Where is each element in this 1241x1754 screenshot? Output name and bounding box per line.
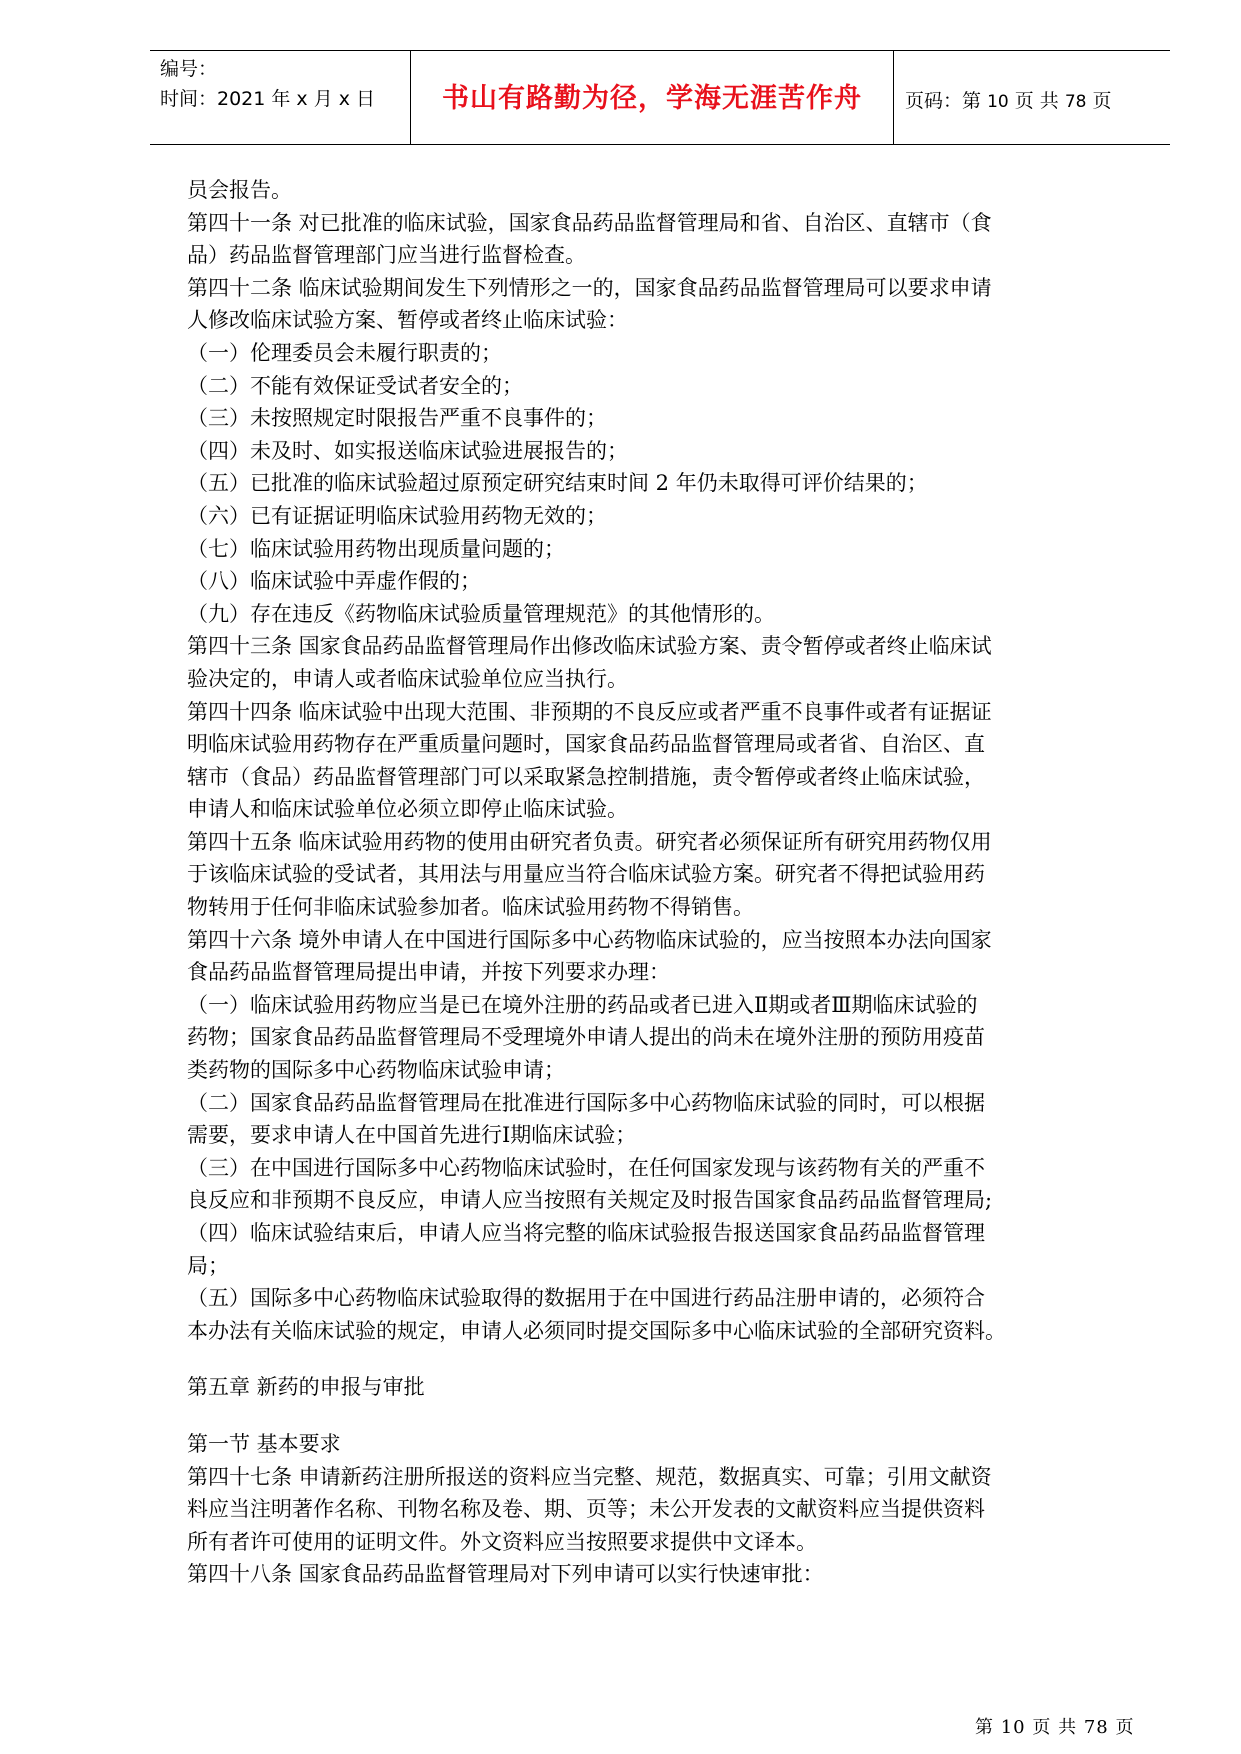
text-line: 第四十一条 对已批准的临床试验，国家食品药品监督管理局和省、自治区、直辖市（食 [187,210,992,235]
text-line: 明临床试验用药物存在严重质量问题时，国家食品药品监督管理局或者省、自治区、直 [187,732,985,757]
header-page-prefix: 页码：第 [905,90,982,112]
text-line: 第四十二条 临床试验期间发生下列情形之一的，国家食品药品监督管理局可以要求申请 [187,275,992,300]
footer-suffix: 页 [1115,1717,1135,1738]
text-line: 良反应和非预期不良反应，申请人应当按照有关规定及时报告国家食品药品监督管理局; [187,1188,993,1213]
text-line: 第四十五条 临床试验用药物的使用由研究者负责。研究者必须保证所有研究用药物仅用 [187,829,992,854]
body-text-block [187,174,1137,1347]
header-divider-right [893,50,894,144]
text-line: （九）存在违反《药物临床试验质量管理规范》的其他情形的。 [187,601,775,626]
text-line: 第四十七条 申请新药注册所报送的资料应当完整、规范，数据真实、可靠；引用文献资 [187,1464,992,1489]
text-line: （四）临床试验结束后，申请人应当将完整的临床试验报告报送国家食品药品监督管理 [187,1221,985,1245]
text-line: 第四十六条 境外申请人在中国进行国际多中心药物临床试验的，应当按照本办法向国家 [187,927,992,952]
text-line: 类药物的国际多中心药物临床试验申请； [187,1058,565,1083]
footer-mid: 页 共 [1032,1717,1078,1738]
body-text-block-2 [187,1461,1137,1591]
section-heading: 第一节 基本要求 [187,1431,341,1456]
footer-page-total: 78 [1083,1717,1109,1738]
text-line: 第四十八条 国家食品药品监督管理局对下列申请可以实行快速审批： [187,1562,824,1587]
text-line: 所有者许可使用的证明文件。外文资料应当按照要求提供中文译本。 [187,1529,817,1554]
text-line: （一）临床试验用药物应当是已在境外注册的药品或者已进入Ⅱ期或者Ⅲ期临床试验的 [187,992,978,1017]
header-bottom-rule [150,144,1170,145]
text-line: 第四十三条 国家食品药品监督管理局作出修改临床试验方案、责令暂停或者终止临床试 [187,634,992,659]
footer-prefix: 第 [975,1717,994,1738]
text-line: （三）在中国进行国际多中心药物临床试验时，在任何国家发现与该药物有关的严重不 [187,1155,985,1180]
header-divider-left [410,50,411,144]
text-line: 于该临床试验的受试者，其用法与用量应当符合临床试验方案。研究者不得把试验用药 [187,862,985,887]
header-page-suffix: 页 [1092,90,1112,112]
text-line: 物转用于任何非临床试验参加者。临床试验用药物不得销售。 [187,895,754,920]
text-line: 验决定的，申请人或者临床试验单位应当执行。 [187,666,628,691]
text-line: 需要，要求申请人在中国首先进行Ⅰ期临床试验； [187,1123,637,1148]
header-meta [160,54,375,114]
header-page-mid: 页 共 [1014,90,1059,112]
document-time-label: 时间：2021 年 x 月 x 日 [160,88,376,110]
document-number-label: 编号： [160,58,218,80]
text-line: 人修改临床试验方案、暂停或者终止临床试验： [187,308,628,333]
header-top-rule [150,50,1170,51]
header-motto: 书山有路勤为径，学海无涯苦作舟 [442,83,862,114]
text-line: 本办法有关临床试验的规定，申请人必须同时提交国际多中心临床试验的全部研究资料。 [187,1318,1006,1343]
text-line: （五）国际多中心药物临床试验取得的数据用于在中国进行药品注册申请的，必须符合 [187,1286,985,1311]
text-line: （二）国家食品药品监督管理局在批准进行国际多中心药物临床试验的同时，可以根据 [187,1090,985,1115]
footer-page-number: 10 [1000,1717,1026,1738]
text-line: （一）伦理委员会未履行职责的； [187,340,502,365]
text-line: （二）不能有效保证受试者安全的； [187,373,523,398]
header-page-number: 10 [987,92,1009,112]
text-line: （三）未按照规定时限报告严重不良事件的； [187,406,607,431]
text-line: 药物；国家食品药品监督管理局不受理境外申请人提出的尚未在境外注册的预防用疫苗 [187,1025,985,1050]
text-line: 申请人和临床试验单位必须立即停止临床试验。 [187,797,628,822]
text-line: 员会报告。 [187,178,292,202]
text-line: 第四十四条 临床试验中出现大范围、非预期的不良反应或者严重不良事件或者有证据证 [187,699,992,724]
text-line: （六）已有证据证明临床试验用药物无效的； [187,503,607,528]
chapter-heading: 第五章 新药的申报与审批 [187,1375,425,1400]
text-line: （七）临床试验用药物出现质量问题的； [187,536,565,561]
page-footer [975,1713,1134,1739]
document-body [187,174,1137,1591]
text-line: 品）药品监督管理部门应当进行监督检查。 [187,243,586,268]
text-line: 辖市（食品）药品监督管理部门可以采取紧急控制措施，责令暂停或者终止临床试验， [187,764,985,789]
text-line: 食品药品监督管理局提出申请，并按下列要求办理： [187,960,670,985]
text-line: （四）未及时、如实报送临床试验进展报告的； [187,438,628,463]
text-line: （八）临床试验中弄虚作假的； [187,569,481,594]
text-line: 料应当注明著作名称、刊物名称及卷、期、页等；未公开发表的文献资料应当提供资料 [187,1497,985,1522]
header-page-indicator [905,86,1112,113]
text-line: （五）已批准的临床试验超过原预定研究结束时间 2 年仍未取得可评价结果的； [187,471,928,496]
text-line: 局； [187,1253,229,1278]
header-page-total: 78 [1064,92,1087,112]
